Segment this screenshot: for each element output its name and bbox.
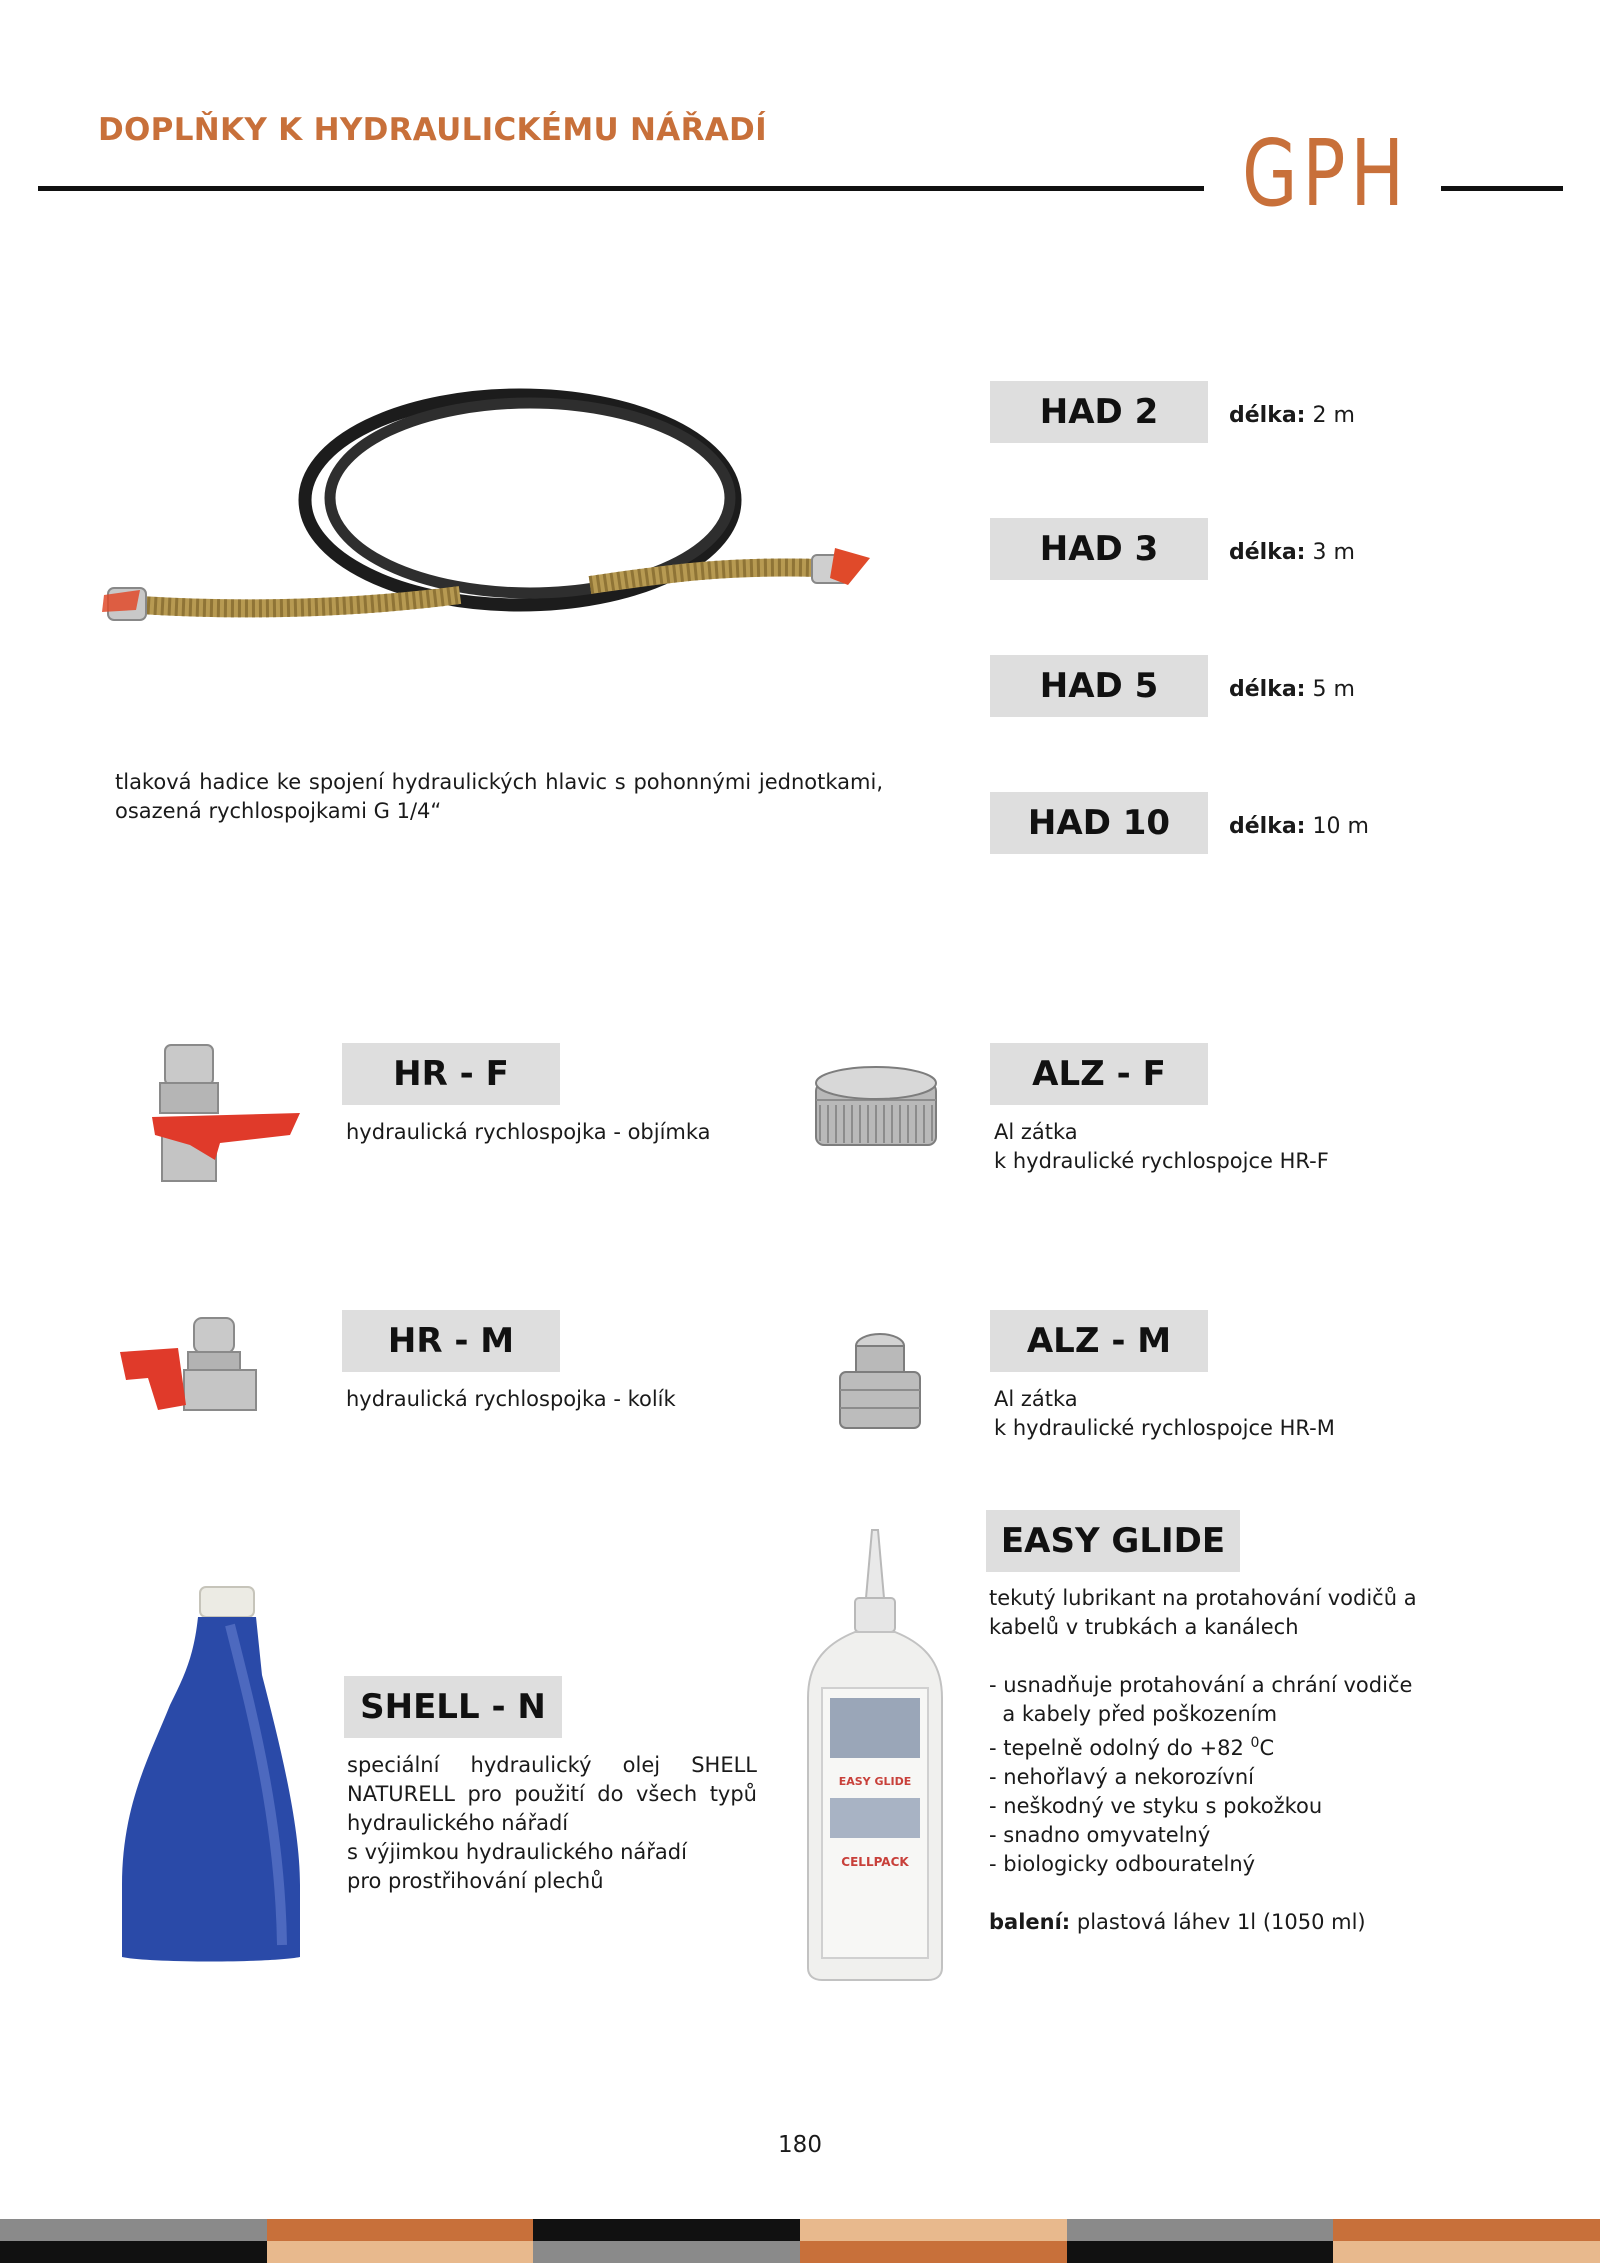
feature-item: a kabely před poškozením [989,1702,1278,1726]
hose-length-had5 [1229,677,1355,702]
page-number: 180 [778,2132,822,2158]
hose-length-had2 [1229,403,1355,428]
easy-glide-intro-line1: tekutý lubrikant na protahování vodičů a [989,1586,1417,1610]
plug-female-image [808,1055,944,1165]
product-code-easy-glide: EASY GLIDE [986,1510,1240,1572]
hose-length-had10 [1229,814,1369,839]
feature-item: - neškodný ve styku s pokožkou [989,1794,1323,1818]
product-code-hr-m: HR - M [342,1310,560,1372]
hr-f-description: hydraulická rychlospojka - objímka [346,1120,711,1144]
header-rule-right [1441,186,1563,191]
product-code-alz-f: ALZ - F [990,1043,1208,1105]
footer-stripes [0,2219,1600,2263]
product-code-shell-n: SHELL - N [344,1676,562,1738]
bottle-label-cellpack: CELLPACK [841,1855,909,1869]
spec-label: délka: [1229,540,1306,565]
spec-label: délka: [1229,403,1306,428]
temperature-degree: 0 [1250,1735,1260,1751]
product-code-had3: HAD 3 [990,518,1208,580]
product-code-had5: HAD 5 [990,655,1208,717]
feature-item: - snadno omyvatelný [989,1823,1211,1847]
spec-label: délka: [1229,677,1306,702]
alz-f-description [994,1118,1329,1176]
packaging-label: balení: [989,1910,1071,1934]
feature-item: - nehořlavý a nekorozívní [989,1765,1254,1789]
product-code-had2: HAD 2 [990,381,1208,443]
alz-m-desc-line1: Al zátka [994,1387,1078,1411]
spec-label: délka: [1229,814,1306,839]
coupling-male-image [118,1310,278,1415]
brand-logo: GPH [1242,120,1409,227]
product-code-hr-f: HR - F [342,1043,560,1105]
spec-value: 2 m [1312,403,1355,428]
plug-male-image [830,1320,930,1438]
alz-f-desc-line2: k hydraulické rychlospojce HR-F [994,1149,1329,1173]
alz-f-desc-line1: Al zátka [994,1120,1078,1144]
feature-item: - biologicky odbouratelný [989,1852,1256,1876]
shell-desc-line2: s výjimkou hydraulického nářadí [347,1840,687,1864]
spec-value: 5 m [1312,677,1355,702]
bottle-label-easy-glide: EASY GLIDE [838,1775,912,1788]
feature-item-temperature [989,1729,1459,1763]
packaging-info [989,1908,1459,1937]
easy-glide-intro-line2: kabelů v trubkách a kanálech [989,1615,1299,1639]
shell-description [347,1751,757,1896]
hose-length-had3 [1229,540,1355,565]
hose-image [100,380,880,650]
product-code-had10: HAD 10 [990,792,1208,854]
hose-description: tlaková hadice ke spojení hydraulických hlavic s pohonnými jednotkami, osazená rychlospojkami G 1/4“ [115,770,883,823]
lubricant-bottle-image [800,1528,950,1983]
spec-value: 10 m [1312,814,1369,839]
alz-m-description [994,1385,1335,1443]
temperature-unit: C [1259,1736,1275,1760]
shell-desc-line3: pro prostřihování plechů [347,1869,604,1893]
page-title: DOPLŇKY K HYDRAULICKÉMU NÁŘADÍ [98,112,767,148]
packaging-value: plastová láhev 1l (1050 ml) [1070,1910,1366,1934]
shell-desc-justified: speciální hydraulický olej SHELL NATURELL pro použití do všech typů hydraulického nářadí [347,1753,757,1835]
easy-glide-description [989,1584,1459,1937]
feature-item: - usnadňuje protahování a chrání vodiče [989,1673,1413,1697]
product-code-alz-m: ALZ - M [990,1310,1208,1372]
feature-item: - tepelně odolný do +82 [989,1736,1251,1760]
oil-bottle-image [110,1585,310,1965]
header-rule-left [38,186,1204,191]
coupling-female-image [130,1035,310,1190]
hr-m-description: hydraulická rychlospojka - kolík [346,1387,676,1411]
spec-value: 3 m [1312,540,1355,565]
alz-m-desc-line2: k hydraulické rychlospojce HR-M [994,1416,1335,1440]
